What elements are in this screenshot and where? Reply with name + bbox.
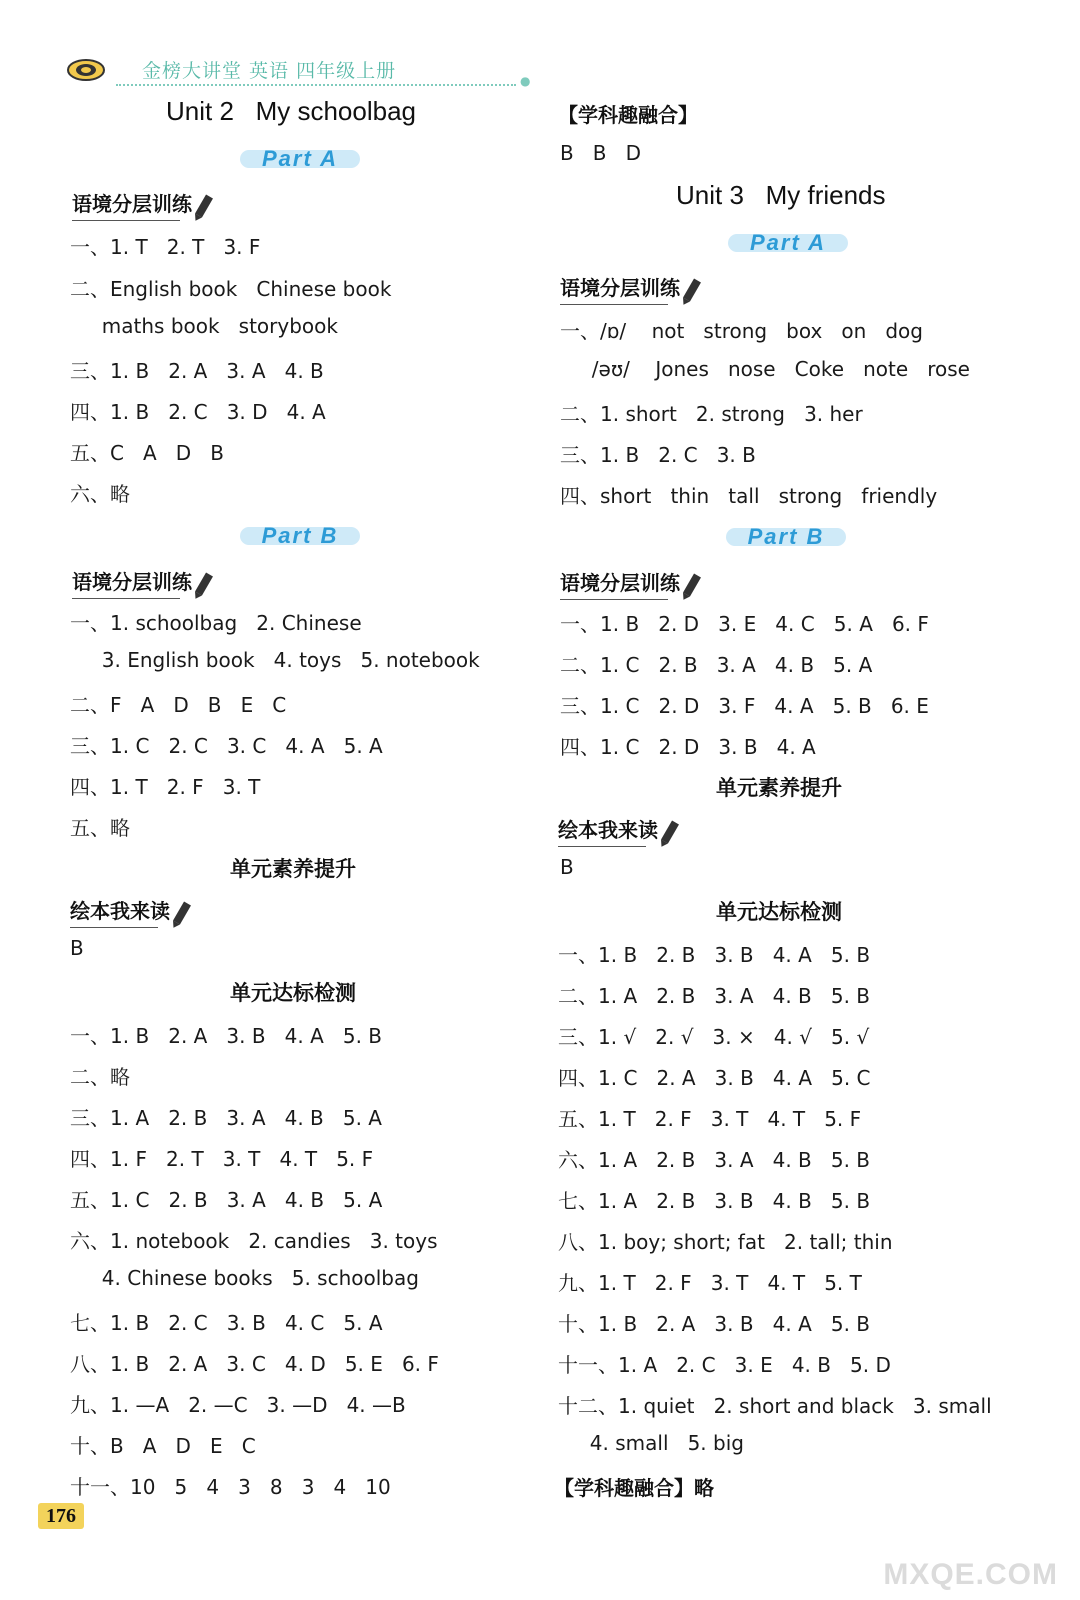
answer-line: 四、1. C 2. D 3. B 4. A [560, 735, 816, 759]
header-dots: ● [520, 74, 531, 88]
answer-line: 五、1. C 2. B 3. A 4. B 5. A [70, 1188, 383, 1212]
answer-line: 二、1. short 2. strong 3. her [560, 402, 863, 426]
section-heading-label: 语境分层训练 [560, 276, 680, 300]
picture-book-heading [70, 895, 186, 924]
answer-line: /əʊ/ Jones nose Coke note rose [560, 357, 970, 381]
answer-line: 3. English book 4. toys 5. notebook [70, 648, 480, 672]
answer-line: 五、略 [70, 816, 130, 840]
pencil-icon [195, 194, 213, 217]
pencil-icon [195, 572, 213, 595]
answer-line: 七、1. A 2. B 3. B 4. B 5. B [558, 1189, 871, 1213]
unit-test-heading: 单元达标检测 [230, 981, 356, 1005]
answer-line: 四、1. T 2. F 3. T [70, 775, 261, 799]
watermark [883, 1512, 1058, 1592]
unit-upgrade-heading: 单元素养提升 [230, 857, 356, 881]
answer-line: 十、1. B 2. A 3. B 4. A 5. B [558, 1312, 871, 1336]
part-b-badge: Part B [726, 522, 846, 552]
answer-line: 十一、10 5 4 3 8 3 4 10 [70, 1475, 391, 1499]
answer-line: 一、1. B 2. B 3. B 4. A 5. B [558, 943, 871, 967]
page-number: 176 [38, 1503, 84, 1529]
answer-line: 四、1. F 2. T 3. T 4. T 5. F [70, 1147, 374, 1171]
answer-line: 十一、1. A 2. C 3. E 4. B 5. D [558, 1353, 891, 1377]
unit-upgrade-heading: 单元素养提升 [716, 776, 842, 800]
unit-test-heading: 单元达标检测 [716, 900, 842, 924]
watermark-text: MXQE.COM [883, 1558, 1058, 1591]
section-heading [72, 566, 208, 595]
picture-book-label: 绘本我来读 [558, 818, 658, 842]
unit-title: Unit 2 My schoolbag [166, 96, 417, 126]
answer-line: 五、1. T 2. F 3. T 4. T 5. F [558, 1107, 862, 1131]
answer-line: maths book storybook [70, 314, 338, 338]
header-title: 金榜大讲堂 英语 四年级上册 [142, 60, 397, 82]
answer-line: 二、略 [70, 1065, 130, 1089]
answer-line: 三、1. B 2. A 3. A 4. B [70, 359, 324, 383]
page-header [66, 54, 531, 90]
pencil-icon [661, 820, 679, 843]
answer-line: 十、B A D E C [70, 1434, 256, 1458]
answer-line: 九、1. T 2. F 3. T 4. T 5. T [558, 1271, 862, 1295]
picture-book-label: 绘本我来读 [70, 899, 170, 923]
answer-line: 四、short thin tall strong friendly [560, 484, 938, 508]
section-heading [560, 567, 696, 596]
pencil-icon [683, 278, 701, 301]
pencil-icon [173, 901, 191, 924]
answer-line: 二、1. A 2. B 3. A 4. B 5. B [558, 984, 871, 1008]
answer-line: 十二、1. quiet 2. short and black 3. small [558, 1394, 992, 1418]
answer-line: 4. Chinese books 5. schoolbag [70, 1266, 419, 1290]
answer-line: 一、1. T 2. T 3. F [70, 235, 261, 259]
answer-line: 六、略 [70, 482, 130, 506]
pencil-icon [683, 573, 701, 596]
part-b-badge: Part B [240, 521, 360, 551]
answer-line: 一、1. B 2. D 3. E 4. C 5. A 6. F [560, 612, 929, 636]
answer-line: 二、F A D B E C [70, 693, 287, 717]
picture-book-heading [558, 814, 674, 843]
answer-line: 五、C A D B [70, 441, 224, 465]
answer-line: 四、1. B 2. C 3. D 4. A [70, 400, 326, 424]
picture-book-answer: B [560, 855, 574, 879]
section-heading-label: 语境分层训练 [72, 192, 192, 216]
answer-line: 八、1. boy; short; fat 2. tall; thin [558, 1230, 893, 1254]
integration-final: 【学科趣融合】略 [554, 1476, 714, 1500]
part-a-badge: Part A [728, 228, 848, 258]
logo-icon [66, 58, 106, 82]
answer-line: 一、1. schoolbag 2. Chinese [70, 611, 362, 635]
section-heading-label: 语境分层训练 [72, 570, 192, 594]
section-heading-label: 语境分层训练 [560, 571, 680, 595]
answer-line: 4. small 5. big [558, 1431, 744, 1455]
answer-line: 一、/ɒ/ not strong box on dog [560, 319, 923, 343]
unit-title: Unit 3 My friends [676, 180, 886, 210]
answer-line: 二、English book Chinese book [70, 277, 392, 301]
answer-line: 三、1. A 2. B 3. A 4. B 5. A [70, 1106, 382, 1130]
integration-answer: B B D [560, 141, 641, 165]
answer-line: 八、1. B 2. A 3. C 4. D 5. E 6. F [70, 1352, 439, 1376]
header-rule [116, 84, 516, 86]
answer-line: 三、1. C 2. C 3. C 4. A 5. A [70, 734, 383, 758]
part-a-badge: Part A [240, 144, 360, 174]
answer-line: 六、1. notebook 2. candies 3. toys [70, 1229, 438, 1253]
answer-line: 三、1. B 2. C 3. B [560, 443, 756, 467]
answer-line: 六、1. A 2. B 3. A 4. B 5. B [558, 1148, 871, 1172]
answer-line: 四、1. C 2. A 3. B 4. A 5. C [558, 1066, 871, 1090]
answer-line: 七、1. B 2. C 3. B 4. C 5. A [70, 1311, 383, 1335]
answer-line: 九、1. —A 2. —C 3. —D 4. —B [70, 1393, 406, 1417]
answer-line: 三、1. √ 2. √ 3. × 4. √ 5. √ [558, 1025, 870, 1049]
integration-heading: 【学科趣融合】 [558, 103, 698, 127]
section-heading [72, 188, 208, 217]
answer-line: 一、1. B 2. A 3. B 4. A 5. B [70, 1024, 383, 1048]
picture-book-answer: B [70, 936, 84, 960]
answer-line: 二、1. C 2. B 3. A 4. B 5. A [560, 653, 873, 677]
answer-line: 三、1. C 2. D 3. F 4. A 5. B 6. E [560, 694, 929, 718]
section-heading [560, 272, 696, 301]
